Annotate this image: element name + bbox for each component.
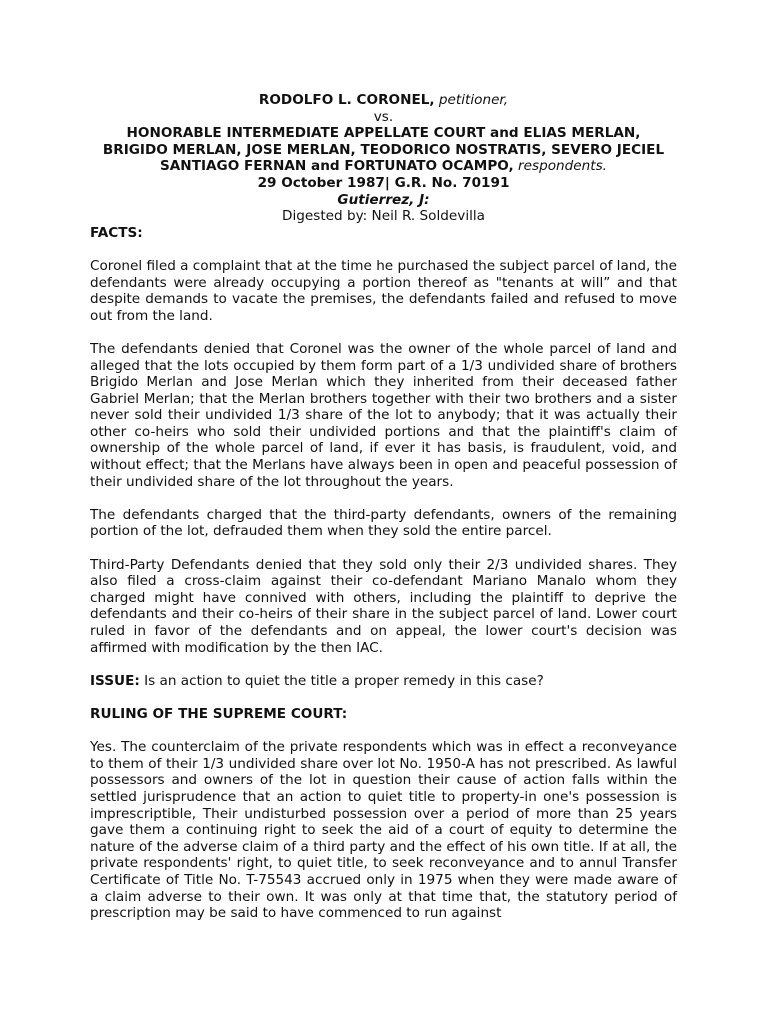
petitioner-name: RODOLFO L. CORONEL, <box>258 92 435 108</box>
date-and-gr-number: 29 October 1987| G.R. No. 70191 <box>257 174 510 191</box>
facts-paragraph-3: The defendants charged that the third-party defendants, owners of the remaining portion of the lot, defrauded them when they sold the entire parcel. <box>90 506 677 540</box>
document-page <box>90 92 677 938</box>
issue-label: ISSUE: <box>90 672 140 689</box>
issue-text: Is an action to quiet the title a proper remedy in this case? <box>139 672 544 689</box>
case-caption <box>90 92 677 225</box>
facts-paragraph-1: Coronel filed a complaint that at the time he purchased the subject parcel of land, the defendants were already occupying a portion thereof as "tenants at will” and that despite demands to vacate the premises, the defendants failed and refused to move out from the land. <box>90 257 677 324</box>
ruling-paragraph: Yes. The counterclaim of the private respondents which was in effect a reconveyance to them of their 1/3 undivided share over lot No. 1950-A has not prescribed. As lawful possessors and owners of the lot in question their cause of action falls within the settled jurisprudence that an action to quiet title to property-in one's possession is imprescriptible, Their undisturbed possession over a period of more than 25 years gave them a continuing right to seek the aid of a court of equity to determine the nature of the adverse claim of a third party and the effect of his own title. If at all, the private respondents' right, to quiet title, to seek reconveyance and to annul Transfer Certificate of Title No. T-75543 accrued only in 1975 when they were made aware of a claim adverse to their own. It was only at that time that, the statutory period of prescription may be said to have commenced to run against <box>90 739 677 922</box>
respondents-line-3-wrap <box>90 158 677 175</box>
respondents-line-3: SANTIAGO FERNAN and FORTUNATO OCAMPO, <box>160 158 514 175</box>
facts-heading: FACTS: <box>90 224 143 241</box>
ruling-heading: RULING OF THE SUPREME COURT: <box>90 705 348 722</box>
facts-paragraph-4: Third-Party Defendants denied that they sold only their 2/3 undivided shares. They also filed a cross-claim against their co-defendant Mariano Manalo whom they charged might have connived with others, including the plaintiff to deprive the defendants and their co-heirs of their share in the subject parcel of land. Lower court ruled in favor of the defendants and on appeal, the lower court's decision was affirmed with modification by the then IAC. <box>90 556 677 656</box>
facts-paragraph-2: The defendants denied that Coronel was the owner of the whole parcel of land and alleged that the lots occupied by them form part of a 1/3 undivided share of brothers Brigido Merlan and Jose Merlan which they inherited from their deceased father Gabriel Merlan; that the Merlan brothers together with their two brothers and a sister never sold their undivided 1/3 share of the lot to anybody; that it was actually their other co-heirs who sold their undivided portions and that the plaintiff's claim of ownership of the whole parcel of land, if ever it has basis, is fraudulent, void, and without effect; that the Merlans have always been in open and peaceful possession of their undivided share of the lot throughout the years. <box>90 340 677 490</box>
digested-by: Digested by: Neil R. Soldevilla <box>282 208 485 225</box>
petitioner-role: petitioner, <box>434 92 509 108</box>
respondents-role: respondents. <box>513 158 607 175</box>
versus-label: vs. <box>373 108 394 125</box>
petitioner-line <box>90 92 677 109</box>
respondents-line-2: BRIGIDO MERLAN, JOSE MERLAN, TEODORICO NOSTRATIS, SEVERO JECIEL <box>102 141 665 158</box>
ponente: Gutierrez, J: <box>337 191 430 208</box>
respondents-line-1: HONORABLE INTERMEDIATE APPELLATE COURT and ELIAS MERLAN, <box>126 125 641 142</box>
issue-line <box>90 673 677 690</box>
